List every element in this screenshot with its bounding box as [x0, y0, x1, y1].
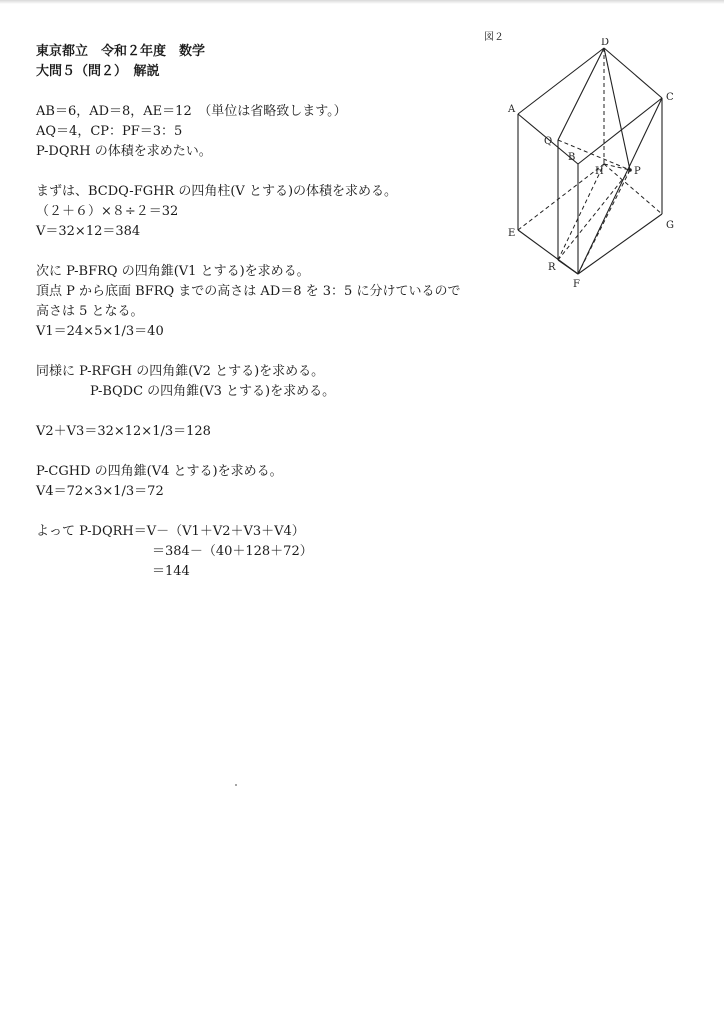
vertex-label-f: F	[573, 279, 580, 290]
vertex-label-g: G	[666, 220, 674, 231]
figure-label: 図２	[484, 32, 504, 43]
prism-diagram	[500, 38, 700, 290]
document-title: 東京都立 令和２年度 数学	[36, 44, 206, 59]
solid-edges	[518, 48, 662, 274]
given-dimensions: AB＝6，AD＝8，AE＝12 （単位は省略致します。）	[36, 104, 347, 119]
v1-volume: V1＝24×5×1/3＝40	[36, 324, 164, 339]
vertex-label-b: B	[568, 152, 576, 163]
scan-edge	[0, 0, 724, 4]
point-p-dot	[628, 168, 632, 172]
vertex-label-p: P	[634, 166, 641, 177]
v4-intro: P-CGHD の四角錐(V4 とする)を求める。	[36, 464, 283, 479]
hidden-edges	[518, 48, 662, 274]
vertex-label-c: C	[666, 92, 674, 103]
vertex-label-a: A	[508, 104, 516, 115]
prism-intro: まずは、BCDQ-FGHR の四角柱(V とする)の体積を求める。	[36, 184, 398, 199]
given-ratio: AQ＝4，CP：PF＝3：5	[36, 124, 183, 139]
conclusion-substitution: ＝384－（40＋128＋72）	[152, 544, 313, 559]
conclusion-formula: よって P-DQRH＝V－（V1＋V2＋V3＋V4）	[36, 524, 305, 539]
vertex-label-r: R	[548, 262, 556, 273]
prism-figure	[500, 38, 700, 290]
v1-intro: 次に P-BFRQ の四角錐(V1 とする)を求める。	[36, 264, 310, 279]
vertex-label-d: D	[601, 38, 610, 48]
vertex-label-h: H	[595, 166, 604, 177]
problem-title: 大問５（問２） 解説	[36, 64, 160, 79]
scan-speck	[235, 784, 237, 786]
v1-height: 高さは 5 となる。	[36, 304, 144, 319]
goal-statement: P-DQRH の体積を求めたい。	[36, 144, 212, 159]
prism-volume: V＝32×12＝384	[36, 224, 141, 239]
v2-intro: 同様に P-RFGH の四角錐(V2 とする)を求める。	[36, 364, 325, 379]
vertex-label-e: E	[508, 228, 516, 239]
vertex-label-q: Q	[544, 136, 553, 147]
v4-volume: V4＝72×3×1/3＝72	[36, 484, 164, 499]
v3-intro: P-BQDC の四角錐(V3 とする)を求める。	[90, 384, 336, 399]
v2-v3-volume: V2＋V3＝32×12×1/3＝128	[36, 424, 211, 439]
prism-base-area: （２＋６）×８÷２＝32	[36, 204, 179, 219]
solution-document	[36, 42, 516, 582]
v1-height-reason: 頂点 P から底面 BFRQ までの高さは AD＝8 を 3：5 に分けているので	[36, 284, 461, 299]
final-answer: ＝144	[152, 564, 190, 579]
